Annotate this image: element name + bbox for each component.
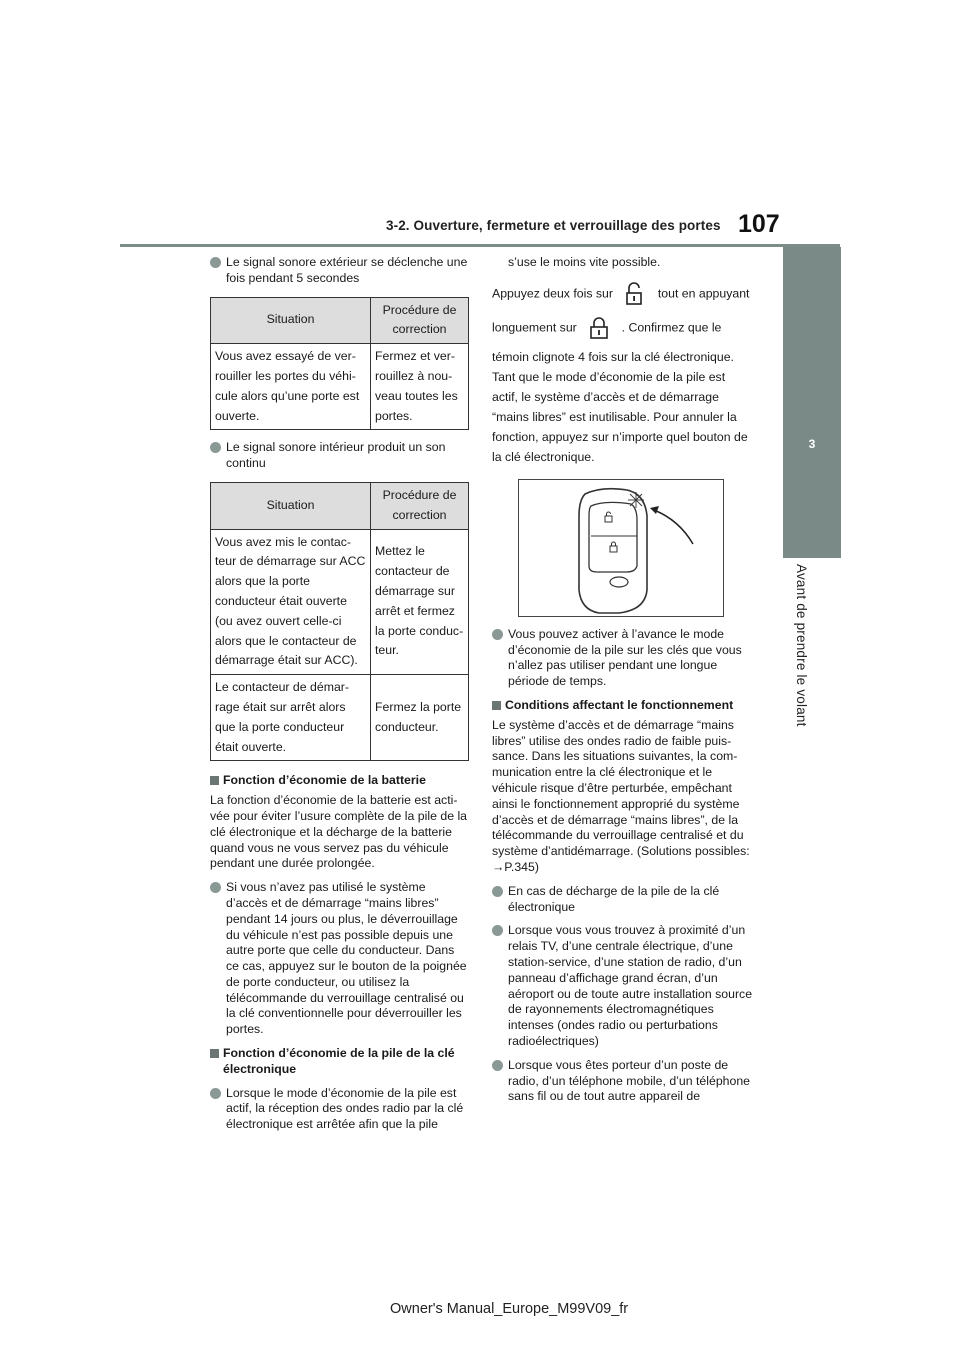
table-cell: Le contacteur de démarrage était sur arrêt alors que la porte conducteur était ouverte. — [211, 675, 371, 761]
left-column — [210, 255, 470, 1133]
bullet-dot-icon — [492, 925, 503, 936]
table-header: Situation — [211, 297, 371, 344]
table-cell: Fermez la porte conducteur. — [371, 675, 469, 761]
table-cell: Mettez le contacteur de démarrage sur arrêt et fermez la porte conducteur. — [371, 529, 469, 675]
situation-table-1 — [210, 297, 469, 431]
subheading: Fonction d’économie de la batterie — [210, 773, 470, 789]
bullet-dot-icon — [210, 1088, 221, 1099]
paragraph: s’use le moins vite possible. — [508, 255, 661, 269]
subheading: Fonction d’économie de la pile de la clé électronique — [210, 1046, 470, 1078]
bullet-dot-icon — [492, 629, 503, 640]
bullet-item: Le signal sonore intérieur produit un son continu — [210, 440, 470, 472]
bullet-item: Lorsque le mode d’économie de la pile est actif, la réception des ondes radio par la clé électronique est arrêtée afin que la pile — [210, 1086, 470, 1133]
smart-key-illustration — [518, 479, 724, 617]
subheading: Conditions affectant le fonctionnement — [492, 698, 754, 714]
instruction-line: Appuyez deux fois sur tout en appuyant — [492, 281, 754, 307]
bullet-item: Lorsque vous vous trouvez à proximité d’un relais TV, d’une centrale électrique, d’une station-service, d’une station de radio, d’un panneau d’affichage grand écran, d’un aéroport ou de toute autre installation source de rayonnements électromagnétiques intenses (ondes radio ou perturbations radioélectriques) — [492, 923, 754, 1049]
smart-key-icon — [519, 480, 723, 616]
table-header: Procédure de correction — [371, 482, 469, 529]
table-header: Procédure de correction — [371, 297, 469, 344]
square-bullet-icon — [492, 701, 501, 710]
chapter-number: 3 — [808, 437, 816, 451]
paragraph: La fonction d’économie de la batterie est activée pour éviter l’usure complète de la pile de la clé électronique et la décharge de la batterie quand vous ne vous servez pas du véhicule pendant une durée prolongée. — [210, 793, 468, 871]
table-row — [211, 675, 469, 761]
instruction-line: longuement sur . Confirmez que le — [492, 315, 754, 341]
right-column — [492, 255, 754, 1105]
bullet-dot-icon — [210, 882, 221, 893]
bullet-item: Le signal sonore extérieur se déclenche une fois pendant 5 secondes — [210, 255, 470, 287]
bullet-item: Lorsque vous êtes porteur d’un poste de radio, d’un téléphone mobile, d’un téléphone sans fil ou de tout autre appareil de — [492, 1058, 754, 1105]
bullet-item: Vous pouvez activer à l’avance le mode d’économie de la pile sur les clés que vous n’allez pas utiliser pendant une longue période de temps. — [492, 627, 754, 690]
paragraph: témoin clignote 4 fois sur la clé électronique. Tant que le mode d’économie de la pile est actif, le système d’accès et de démarrage “mains libres” est inutilisable. Pour annuler la fonction, appuyez sur n’importe quel bouton de la clé électronique. — [492, 349, 748, 464]
table-cell: Vous avez essayé de verrouiller les portes du véhicule alors qu’une porte est ouverte. — [211, 344, 371, 430]
footer-text: Owner's Manual_Europe_M99V09_fr — [390, 1301, 629, 1317]
paragraph: Le système d’accès et de démarrage “mains libres” utilise des ondes radio de faible puissance. Dans les situations suivantes, la communication entre la clé électronique et le véhicule risque d’être perturbée, empêchant ainsi le fonctionnement approprié du système d’accès et de démarrage “mains libres”, de la télécommande du verrouillage centralisé et du système d’antidémarrage. (Solutions possibles: →P.345) — [492, 717, 750, 874]
table-header: Situation — [211, 482, 371, 529]
bullet-dot-icon — [210, 442, 221, 453]
square-bullet-icon — [210, 1049, 219, 1058]
chapter-label: Avant de prendre le volant — [794, 564, 809, 727]
lock-icon — [586, 315, 612, 341]
chapter-tab — [783, 247, 841, 558]
situation-table-2 — [210, 482, 469, 761]
square-bullet-icon — [210, 776, 219, 785]
page-number: 107 — [738, 210, 780, 238]
table-cell: Vous avez mis le contacteur de démarrage sur ACC alors que la porte conducteur était ouverte (ou avez ouvert celle-ci alors que le contacteur de démarrage était sur ACC). — [211, 529, 371, 675]
header-rule — [120, 244, 840, 247]
bullet-dot-icon — [492, 886, 503, 897]
bullet-item: En cas de décharge de la pile de la clé électronique — [492, 884, 754, 916]
bullet-dot-icon — [210, 257, 221, 268]
table-cell: Fermez et verrouillez à nouveau toutes les portes. — [371, 344, 469, 430]
table-row — [211, 529, 469, 675]
unlock-icon — [622, 281, 648, 307]
bullet-dot-icon — [492, 1060, 503, 1071]
table-row — [211, 344, 469, 430]
section-title: 3-2. Ouverture, fermeture et verrouillage des portes — [386, 218, 721, 233]
bullet-item: Si vous n’avez pas utilisé le système d’accès et de démarrage “mains libres” pendant 14 jours ou plus, le déverrouillage du véhicule n’est pas possible depuis une autre porte que celle du conducteur. Dans ce cas, appuyez sur le bouton de la poignée de porte conducteur, ou utilisez la télécommande du verrouillage centralisé ou la clé conventionnelle pour déverrouiller les portes. — [210, 880, 470, 1038]
